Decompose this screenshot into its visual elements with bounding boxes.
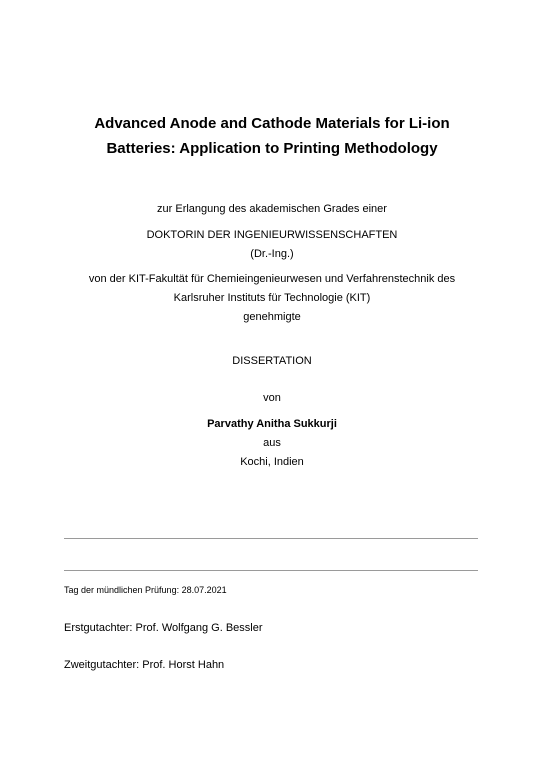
by-text: von	[263, 392, 281, 404]
first-referee: Erstgutachter: Prof. Wolfgang G. Bessler	[64, 622, 263, 634]
author-origin: Kochi, Indien	[240, 456, 304, 468]
divider-bottom	[64, 570, 478, 571]
divider-top	[64, 538, 478, 539]
degree-name: DOKTORIN DER INGENIEURWISSENSCHAFTEN	[146, 229, 398, 241]
document-type: DISSERTATION	[232, 355, 312, 367]
author-name: Parvathy Anitha Sukkurji	[207, 418, 337, 430]
title-line-2: Batteries: Application to Printing Methodology	[106, 140, 438, 157]
faculty-line-2: Karlsruher Instituts für Technologie (KIT)	[173, 292, 371, 304]
exam-date: Tag der mündlichen Prüfung: 28.07.2021	[64, 585, 227, 595]
faculty-line-1: von der KIT-Fakultät für Chemieingenieurwesen und Verfahrenstechnik des	[88, 273, 456, 285]
second-referee: Zweitgutachter: Prof. Horst Hahn	[64, 659, 225, 671]
purpose-line: zur Erlangung des akademischen Grades einer	[157, 203, 387, 215]
from-text: aus	[263, 437, 281, 449]
title-line-1: Advanced Anode and Cathode Materials for Li-ion	[94, 115, 450, 132]
degree-abbreviation: (Dr.-Ing.)	[250, 248, 294, 260]
approved-text: genehmigte	[243, 311, 301, 323]
